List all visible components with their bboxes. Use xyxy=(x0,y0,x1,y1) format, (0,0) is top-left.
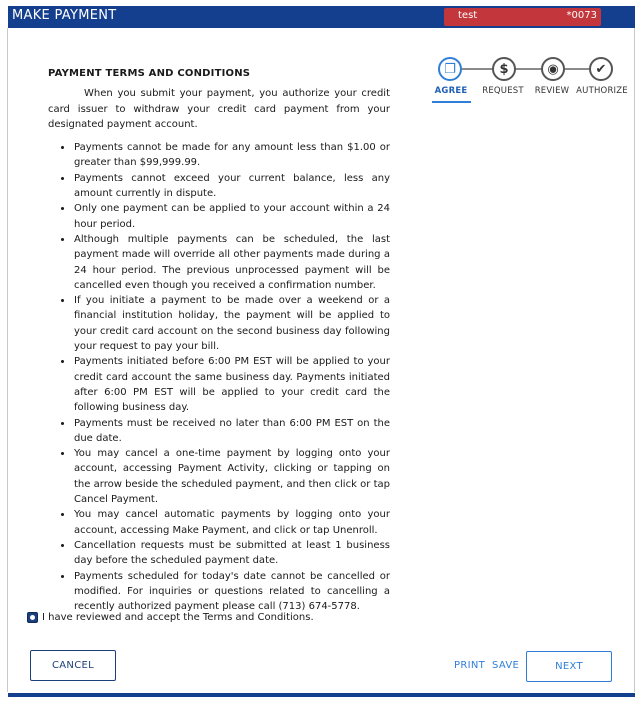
window-border-right xyxy=(634,28,635,692)
terms-item: Payments cannot exceed your current balance, less any amount currently in dispute. xyxy=(74,171,390,202)
window-title: MAKE PAYMENT xyxy=(12,8,117,23)
terms-item: You may cancel automatic payments by logging onto your account, accessing Make Payment, and click or tap Unenroll. xyxy=(74,507,390,538)
dollar-icon: $ xyxy=(499,61,509,77)
terms-item: Payments must be received no later than 6:00 PM EST on the due date. xyxy=(74,416,390,447)
terms-item: Only one payment can be applied to your account within a 24 hour period. xyxy=(74,201,390,232)
step-connector xyxy=(565,68,589,70)
step-request xyxy=(492,57,516,81)
step-agree xyxy=(438,57,462,81)
terms-heading: PAYMENT TERMS AND CONDITIONS xyxy=(48,68,251,79)
terms-section xyxy=(48,66,390,614)
cancel-button[interactable]: CANCEL xyxy=(30,650,116,681)
next-button[interactable]: NEXT xyxy=(526,651,612,682)
accept-terms-label[interactable]: I have reviewed and accept the Terms and Conditions. xyxy=(42,612,314,623)
step-label-agree: AGREE xyxy=(434,86,468,96)
terms-item: Although multiple payments can be scheduled, the last payment made will override all other payments made during a 24 hour period. The previous unprocessed payment will be cancelled even though you received a confirmation number. xyxy=(74,232,390,293)
terms-list xyxy=(48,140,390,614)
terms-item: Payments initiated before 6:00 PM EST will be applied to your credit card account the same business day. Payments initiated after 6:00 PM EST will be applied to your credit card the following business day. xyxy=(74,354,390,415)
account-badge xyxy=(444,8,601,26)
terms-item: If you initiate a payment to be made over a weekend or a financial institution holiday, the payment will be applied to your credit card account on the second business day following your request to pay your bill. xyxy=(74,293,390,354)
terms-item: Cancellation requests must be submitted at least 1 business day before the scheduled payment date. xyxy=(74,538,390,569)
payment-progress-stepper xyxy=(432,54,632,108)
step-label-review: REVIEW xyxy=(534,86,570,96)
step-connector xyxy=(462,68,492,70)
step-authorize xyxy=(589,57,613,81)
print-link[interactable]: PRINT xyxy=(454,660,486,671)
window-footer-bar xyxy=(8,693,635,697)
checkmark-icon: ✔ xyxy=(595,61,607,77)
accept-terms-checkbox[interactable] xyxy=(27,612,38,623)
account-name: test xyxy=(458,10,478,21)
step-label-request: REQUEST xyxy=(482,86,524,96)
terms-item: Payments cannot be made for any amount less than $1.00 or greater than $99,999.99. xyxy=(74,140,390,171)
active-step-indicator xyxy=(432,101,471,103)
eye-icon: ◉ xyxy=(547,61,559,77)
terms-item: You may cancel a one-time payment by logging onto your account, accessing Payment Activity, clicking or tapping on the arrow beside the scheduled payment, and then click or tap Cancel Payment. xyxy=(74,446,390,507)
copy-document-icon: ❐ xyxy=(444,61,456,77)
step-label-authorize: AUTHORIZE xyxy=(576,86,628,96)
terms-intro: When you submit your payment, you authorize your credit card issuer to withdraw your credit card payment from your designated payment account. xyxy=(48,88,390,130)
save-link[interactable]: SAVE xyxy=(492,660,520,671)
step-review xyxy=(541,57,565,81)
window-border-left xyxy=(7,28,8,692)
step-connector xyxy=(516,68,541,70)
terms-item: Payments scheduled for today's date cannot be cancelled or modified. For inquiries or questions related to cancelling a recently authorized payment please call (713) 674-5778. xyxy=(74,569,390,615)
accept-terms-row[interactable] xyxy=(27,612,314,623)
account-number: *0073 xyxy=(566,10,597,21)
